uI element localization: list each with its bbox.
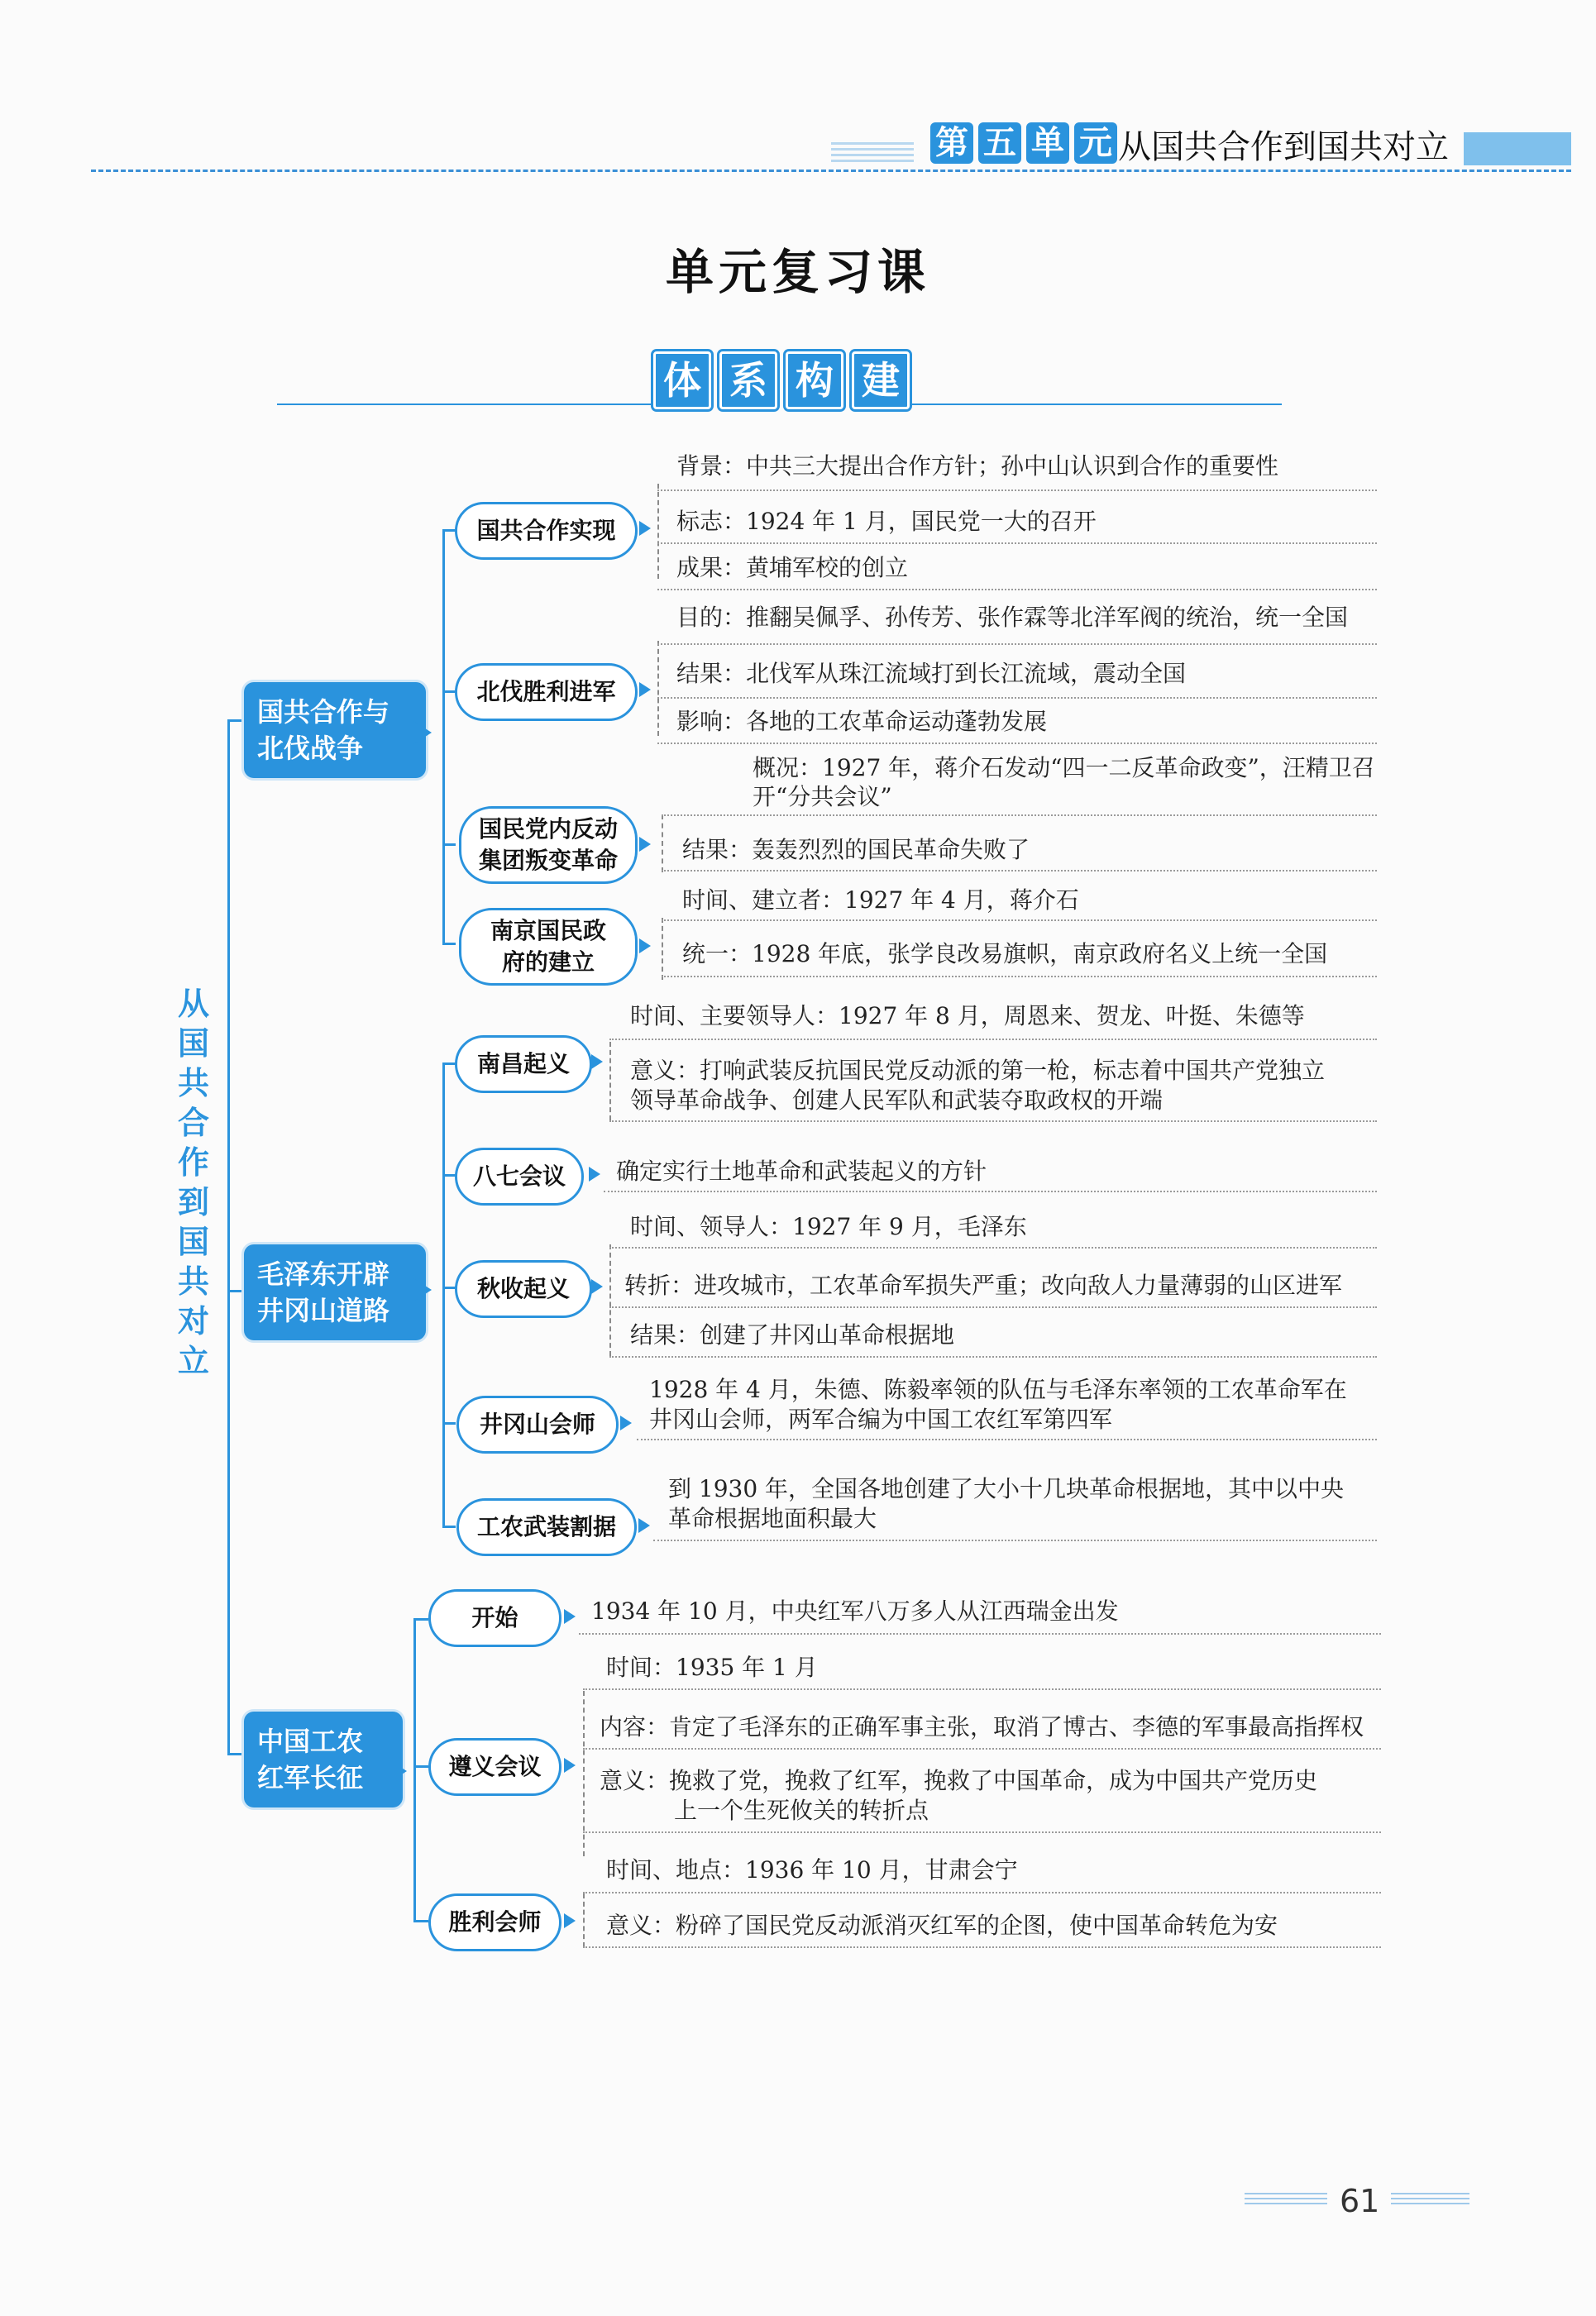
item-text: 成果：黄埔军校的创立 xyxy=(676,554,909,581)
root-char: 国 xyxy=(177,1024,209,1062)
section-char: 构 xyxy=(786,351,843,409)
topic-label: 北伐胜利进军 xyxy=(476,678,616,705)
topic-node xyxy=(428,1589,561,1647)
item-underline xyxy=(609,1039,1377,1040)
item-text: 背景：中共三大提出合作方针；孙中山认识到合作的重要性 xyxy=(676,452,1279,480)
item-underline xyxy=(637,1439,1377,1440)
item-underline xyxy=(657,697,1377,699)
topic-label: 八七会议 xyxy=(472,1163,566,1190)
connector xyxy=(442,1422,456,1425)
section-char: 建 xyxy=(852,351,910,409)
item-underline xyxy=(609,1306,1377,1308)
unit-char: 第 xyxy=(930,122,973,164)
item-connector xyxy=(662,814,663,872)
topic-arrow xyxy=(639,682,651,697)
branch-connector xyxy=(413,1618,416,1920)
item-underline xyxy=(579,1633,1381,1635)
item-underline xyxy=(609,1247,1377,1249)
topic-arrow xyxy=(638,1518,650,1533)
topic-node xyxy=(459,908,638,986)
branch-label: 国共合作与 xyxy=(257,696,390,728)
page-number-decor-right xyxy=(1391,2193,1469,2208)
item-text: 1928 年 4 月，朱德、陈毅率领的队伍与毛泽东率领的工农革命军在 xyxy=(649,1376,1347,1403)
section-char: 系 xyxy=(719,351,777,409)
branch-node xyxy=(244,1244,426,1340)
branch-connector xyxy=(442,529,445,943)
root-char: 到 xyxy=(177,1183,209,1220)
topic-arrow xyxy=(591,1279,603,1294)
item-text: 意义：粉碎了国民党反动派消灭红军的企图，使中国革命转危为安 xyxy=(606,1912,1278,1939)
topic-label: 胜利会师 xyxy=(448,1908,542,1936)
unit-char: 五 xyxy=(978,122,1021,164)
topic-node xyxy=(455,1035,592,1093)
item-text: 概况：1927 年，蒋介石发动“四一二反革命政变”，汪精卫召 xyxy=(753,754,1375,781)
item-text: 内容：肯定了毛泽东的正确军事主张，取消了博古、李德的军事最高指挥权 xyxy=(600,1713,1364,1741)
item-underline xyxy=(657,589,1377,590)
root-char: 作 xyxy=(177,1144,209,1181)
connector xyxy=(227,1753,244,1755)
connector xyxy=(442,690,456,693)
item-text: 井冈山会师，两军合编为中国工农红军第四军 xyxy=(649,1406,1113,1433)
item-text: 结果：北伐军从珠江流域打到长江流域，震动全国 xyxy=(676,660,1187,687)
branch-label: 红军长征 xyxy=(257,1762,364,1793)
item-underline xyxy=(662,814,1377,816)
branch-label: 井冈山道路 xyxy=(257,1295,390,1326)
topic-node xyxy=(455,1260,592,1318)
item-text: 时间、领导人：1927 年 9 月，毛泽东 xyxy=(630,1213,1027,1240)
item-text: 上一个生死攸关的转折点 xyxy=(674,1797,929,1824)
root-char: 从 xyxy=(177,985,209,1022)
topic-node xyxy=(455,663,638,721)
item-underline xyxy=(662,870,1377,871)
topic-label: 遵义会议 xyxy=(448,1753,542,1780)
connector xyxy=(442,1526,456,1528)
topic-arrow xyxy=(591,1054,603,1069)
item-text: 时间：1935 年 1 月 xyxy=(606,1654,818,1681)
item-connector xyxy=(657,641,659,736)
item-underline xyxy=(657,489,1377,491)
item-text: 意义：挽救了党，挽救了红军，挽救了中国革命，成为中国共产党历史 xyxy=(600,1767,1318,1794)
topic-arrow xyxy=(639,521,651,536)
section-rule-right xyxy=(910,404,1282,405)
item-underline xyxy=(604,1191,1377,1192)
topic-node xyxy=(455,1148,584,1206)
root-connector xyxy=(227,719,230,1753)
topic-label: 集团叛变革命 xyxy=(478,847,618,874)
root-char: 合 xyxy=(177,1104,209,1141)
connector xyxy=(227,1290,244,1292)
item-underline xyxy=(583,1688,1381,1690)
connector xyxy=(442,529,456,532)
item-underline xyxy=(609,1356,1377,1358)
topic-node xyxy=(456,1498,637,1556)
topic-node xyxy=(456,1396,619,1454)
branch-arrow xyxy=(389,1760,407,1783)
connector xyxy=(227,719,244,722)
item-text: 领导革命战争、创建人民军队和武装夺取政权的开端 xyxy=(630,1086,1164,1114)
branch-label: 北伐战争 xyxy=(257,733,364,764)
branch-arrow xyxy=(413,721,432,744)
root-char: 对 xyxy=(177,1302,209,1339)
topic-node xyxy=(455,502,638,560)
item-text: 标志：1924 年 1 月，国民党一大的召开 xyxy=(676,508,1097,535)
connector xyxy=(442,1174,456,1177)
unit-badge xyxy=(930,122,1117,164)
topic-arrow xyxy=(589,1167,600,1182)
item-connector xyxy=(662,918,663,980)
root-char: 共 xyxy=(177,1064,209,1101)
topic-label: 井冈山会师 xyxy=(479,1411,595,1438)
topic-arrow xyxy=(620,1416,632,1430)
item-text: 统一：1928 年底，张学良改易旗帜，南京政府名义上统一全国 xyxy=(682,940,1328,967)
item-underline xyxy=(657,643,1377,645)
item-text: 时间、地点：1936 年 10 月，甘肃会宁 xyxy=(606,1856,1018,1884)
item-text: 影响：各地的工农革命运动蓬勃发展 xyxy=(676,708,1048,735)
item-text: 开“分共会议” xyxy=(753,783,892,810)
item-text: 革命根据地面积最大 xyxy=(668,1505,877,1532)
item-underline xyxy=(657,542,1377,544)
item-underline xyxy=(609,1120,1377,1122)
topic-label: 国共合作实现 xyxy=(476,517,616,544)
branch-connector xyxy=(442,1062,445,1526)
item-text: 转折：进攻城市，工农革命军损失严重；改向敌人力量薄弱的山区进军 xyxy=(624,1272,1343,1299)
item-connector xyxy=(583,1893,585,1947)
topic-label: 府的建立 xyxy=(501,948,595,976)
connector xyxy=(442,1287,456,1289)
branch-label: 中国工农 xyxy=(257,1726,364,1757)
page-title: 单元复习课 xyxy=(665,244,930,300)
root-char: 共 xyxy=(177,1263,209,1300)
topic-label: 开始 xyxy=(471,1604,518,1631)
item-underline xyxy=(653,1540,1377,1541)
unit-title: 从国共合作到国共对立 xyxy=(1118,128,1449,166)
connector xyxy=(413,1920,428,1922)
item-underline xyxy=(583,1892,1381,1893)
connector xyxy=(442,843,456,846)
topic-arrow xyxy=(564,1609,576,1624)
item-text: 确定实行土地革命和武装起义的方针 xyxy=(616,1158,987,1185)
unit-char: 元 xyxy=(1074,122,1117,164)
branch-arrow xyxy=(413,1278,432,1301)
topic-arrow xyxy=(639,938,651,953)
topic-node xyxy=(428,1893,561,1951)
item-underline xyxy=(583,1748,1381,1750)
topic-label: 工农武装割据 xyxy=(476,1513,616,1540)
item-text: 到 1930 年，全国各地创建了大小十几块革命根据地，其中以中央 xyxy=(668,1475,1345,1502)
item-text: 1934 年 10 月，中央红军八万多人从江西瑞金出发 xyxy=(591,1597,1119,1625)
item-connector xyxy=(609,1244,611,1356)
connector xyxy=(413,1618,428,1621)
topic-node xyxy=(459,806,638,884)
item-text: 结果：轰轰烈烈的国民革命失败了 xyxy=(682,836,1030,863)
page-number: 61 xyxy=(1340,2183,1380,2219)
connector xyxy=(442,1062,456,1065)
topic-node xyxy=(428,1738,561,1796)
page-number-decor-left xyxy=(1245,2193,1327,2208)
header-decor-bar xyxy=(1464,132,1571,165)
item-connector xyxy=(657,484,659,579)
branch-node xyxy=(244,1712,403,1807)
topic-label: 南京国民政 xyxy=(490,917,606,944)
topic-arrow xyxy=(639,837,651,852)
connector xyxy=(413,1765,428,1768)
unit-char: 单 xyxy=(1026,122,1069,164)
root-char: 国 xyxy=(177,1223,209,1260)
connector xyxy=(442,943,456,945)
topic-label: 秋收起义 xyxy=(476,1275,570,1302)
item-connector xyxy=(609,1042,611,1120)
topic-arrow xyxy=(564,1758,576,1773)
item-text: 时间、主要领导人：1927 年 8 月，周恩来、贺龙、叶挺、朱德等 xyxy=(630,1002,1305,1029)
item-underline xyxy=(583,1946,1381,1948)
item-text: 意义：打响武装反抗国民党反动派的第一枪，标志着中国共产党独立 xyxy=(630,1057,1326,1084)
root-char: 立 xyxy=(177,1342,209,1379)
topic-label: 南昌起义 xyxy=(476,1050,570,1077)
item-underline xyxy=(662,976,1377,977)
root-topic xyxy=(175,984,212,1381)
topic-label: 国民党内反动 xyxy=(478,815,618,843)
branch-label: 毛泽东开辟 xyxy=(257,1258,390,1290)
item-underline xyxy=(662,919,1377,921)
section-rule-left xyxy=(277,404,653,405)
item-text: 结果：创建了井冈山革命根据地 xyxy=(630,1321,955,1349)
topic-arrow xyxy=(564,1913,576,1928)
item-text: 目的：推翻吴佩孚、孙传芳、张作霖等北洋军阀的统治，统一全国 xyxy=(676,604,1349,631)
item-text: 时间、建立者：1927 年 4 月，蒋介石 xyxy=(682,886,1079,914)
item-underline xyxy=(657,743,1377,744)
branch-node xyxy=(244,682,426,778)
header-decor-stripes xyxy=(831,142,914,164)
section-heading xyxy=(653,351,910,409)
item-underline xyxy=(583,1831,1381,1833)
section-char: 体 xyxy=(653,351,711,409)
header-divider xyxy=(91,170,1571,172)
